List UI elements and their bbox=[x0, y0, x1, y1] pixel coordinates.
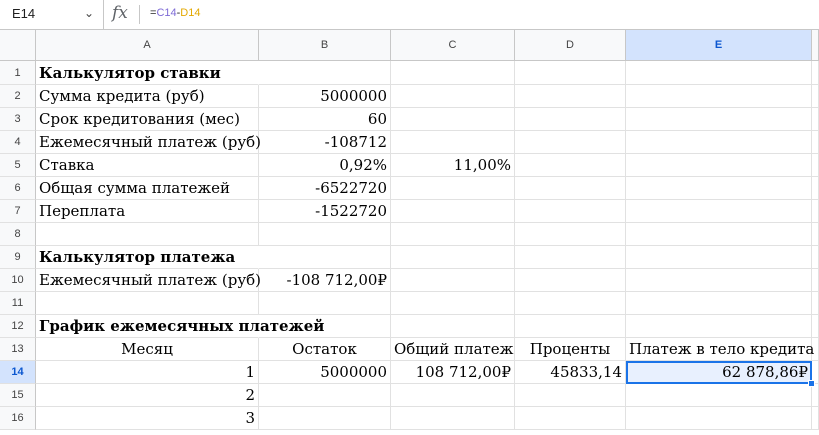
cell-e2[interactable] bbox=[626, 85, 812, 108]
row-header-11[interactable]: 11 bbox=[0, 292, 36, 315]
cell-f8[interactable] bbox=[812, 223, 819, 246]
column-header-f[interactable] bbox=[812, 30, 819, 61]
cell-d8[interactable] bbox=[515, 223, 626, 246]
column-header-e[interactable]: E bbox=[626, 30, 812, 61]
row-header-1[interactable]: 1 bbox=[0, 61, 36, 85]
cell-c9[interactable] bbox=[391, 246, 515, 269]
cell-d16[interactable] bbox=[515, 407, 626, 430]
cell-a11[interactable] bbox=[36, 292, 259, 315]
cell-f12[interactable] bbox=[812, 315, 819, 338]
cell-d13[interactable]: Проценты bbox=[515, 338, 626, 361]
cell-a3[interactable]: Срок кредитования (мес) bbox=[36, 108, 259, 131]
row-header-8[interactable]: 8 bbox=[0, 223, 36, 246]
cell-f3[interactable] bbox=[812, 108, 819, 131]
cell-a16[interactable]: 3 bbox=[36, 407, 259, 430]
select-all-corner[interactable] bbox=[0, 30, 36, 61]
cell-c16[interactable] bbox=[391, 407, 515, 430]
cell-a15[interactable]: 2 bbox=[36, 384, 259, 407]
cell-f4[interactable] bbox=[812, 131, 819, 154]
cell-a5[interactable]: Ставка bbox=[36, 154, 259, 177]
cell-f5[interactable] bbox=[812, 154, 819, 177]
formula-op: - bbox=[176, 7, 181, 19]
row-header-3[interactable]: 3 bbox=[0, 108, 36, 131]
cell-a13[interactable]: Месяц bbox=[36, 338, 259, 361]
cell-d4[interactable] bbox=[515, 131, 626, 154]
row-header-6[interactable]: 6 bbox=[0, 177, 36, 200]
cell-d2[interactable] bbox=[515, 85, 626, 108]
cell-a8[interactable] bbox=[36, 223, 259, 246]
row-header-5[interactable]: 5 bbox=[0, 154, 36, 177]
cell-e15[interactable] bbox=[626, 384, 812, 407]
cell-c10[interactable] bbox=[391, 269, 515, 292]
cell-d12[interactable] bbox=[515, 315, 626, 338]
cell-e1[interactable] bbox=[626, 61, 812, 85]
row-header-2[interactable]: 2 bbox=[0, 85, 36, 108]
cell-d10[interactable] bbox=[515, 269, 626, 292]
row-header-12[interactable]: 12 bbox=[0, 315, 36, 338]
cell-e9[interactable] bbox=[626, 246, 812, 269]
cell-c3[interactable] bbox=[391, 108, 515, 131]
chevron-down-icon[interactable]: ⌄ bbox=[84, 6, 95, 20]
cell-a2[interactable]: Сумма кредита (руб) bbox=[36, 85, 259, 108]
column-header-d[interactable]: D bbox=[515, 30, 626, 61]
cell-f15[interactable] bbox=[812, 384, 819, 407]
cell-e4[interactable] bbox=[626, 131, 812, 154]
column-header-b[interactable]: B bbox=[259, 30, 391, 61]
row-header-10[interactable]: 10 bbox=[0, 269, 36, 292]
cell-e13[interactable]: Платеж в тело кредита bbox=[626, 338, 812, 361]
cell-c2[interactable] bbox=[391, 85, 515, 108]
cell-c6[interactable] bbox=[391, 177, 515, 200]
cell-a6[interactable]: Общая сумма платежей bbox=[36, 177, 259, 200]
cell-a9[interactable]: Калькулятор платежа bbox=[36, 246, 259, 269]
cell-b7[interactable]: -1522720 bbox=[259, 200, 391, 223]
cell-e14[interactable]: 62 878,86₽ bbox=[626, 361, 812, 384]
cell-b10[interactable]: -108 712,00₽ bbox=[259, 269, 391, 292]
cell-f10[interactable] bbox=[812, 269, 819, 292]
cell-d14[interactable]: 45833,14 bbox=[515, 361, 626, 384]
cell-e5[interactable] bbox=[626, 154, 812, 177]
cell-c14[interactable]: 108 712,00₽ bbox=[391, 361, 515, 384]
formula-ref-1: C14 bbox=[156, 7, 177, 19]
formula-eq: = bbox=[150, 7, 157, 19]
cell-b12[interactable] bbox=[259, 315, 391, 338]
cell-d5[interactable] bbox=[515, 154, 626, 177]
row-header-16[interactable]: 16 bbox=[0, 407, 36, 430]
cell-f2[interactable] bbox=[812, 85, 819, 108]
name-box[interactable] bbox=[0, 0, 104, 29]
cell-d3[interactable] bbox=[515, 108, 626, 131]
cell-a10[interactable]: Ежемесячный платеж (руб) bbox=[36, 269, 259, 292]
cell-a14[interactable]: 1 bbox=[36, 361, 259, 384]
row-header-13[interactable]: 13 bbox=[0, 338, 36, 361]
cell-b15[interactable] bbox=[259, 384, 391, 407]
cell-f11[interactable] bbox=[812, 292, 819, 315]
cell-f16[interactable] bbox=[812, 407, 819, 430]
cell-a7[interactable]: Переплата bbox=[36, 200, 259, 223]
cell-f13[interactable] bbox=[812, 338, 819, 361]
cell-c13[interactable]: Общий платеж bbox=[391, 338, 515, 361]
cell-c15[interactable] bbox=[391, 384, 515, 407]
row-header-15[interactable]: 15 bbox=[0, 384, 36, 407]
cell-f7[interactable] bbox=[812, 200, 819, 223]
cell-f6[interactable] bbox=[812, 177, 819, 200]
cell-e10[interactable] bbox=[626, 269, 812, 292]
formula-bar bbox=[0, 0, 819, 30]
cell-b4[interactable]: -108712 bbox=[259, 131, 391, 154]
cell-b6[interactable]: -6522720 bbox=[259, 177, 391, 200]
cell-c12[interactable] bbox=[391, 315, 515, 338]
cell-e12[interactable] bbox=[626, 315, 812, 338]
cell-b14[interactable]: 5000000 bbox=[259, 361, 391, 384]
cell-e8[interactable] bbox=[626, 223, 812, 246]
cell-b1[interactable] bbox=[259, 61, 391, 85]
fx-icon: fx bbox=[112, 3, 128, 23]
row-header-4[interactable]: 4 bbox=[0, 131, 36, 154]
cell-a4[interactable]: Ежемесячный платеж (руб) bbox=[36, 131, 259, 154]
cell-c8[interactable] bbox=[391, 223, 515, 246]
cell-f1[interactable] bbox=[812, 61, 819, 85]
cell-b16[interactable] bbox=[259, 407, 391, 430]
cell-b8[interactable] bbox=[259, 223, 391, 246]
cell-e16[interactable] bbox=[626, 407, 812, 430]
cell-b5[interactable]: 0,92% bbox=[259, 154, 391, 177]
cell-e6[interactable] bbox=[626, 177, 812, 200]
cell-d1[interactable] bbox=[515, 61, 626, 85]
cell-d6[interactable] bbox=[515, 177, 626, 200]
fill-handle[interactable] bbox=[808, 380, 815, 387]
formula-input[interactable] bbox=[150, 7, 200, 19]
cell-c11[interactable] bbox=[391, 292, 515, 315]
cell-e11[interactable] bbox=[626, 292, 812, 315]
cell-a12[interactable]: График ежемесячных платежей bbox=[36, 315, 259, 338]
cell-c4[interactable] bbox=[391, 131, 515, 154]
cell-e3[interactable] bbox=[626, 108, 812, 131]
row-header-7[interactable]: 7 bbox=[0, 200, 36, 223]
row-header-14[interactable]: 14 bbox=[0, 361, 36, 384]
cell-b2[interactable]: 5000000 bbox=[259, 85, 391, 108]
cell-c5[interactable]: 11,00% bbox=[391, 154, 515, 177]
cell-e7[interactable] bbox=[626, 200, 812, 223]
cell-c1[interactable] bbox=[391, 61, 515, 85]
cell-d15[interactable] bbox=[515, 384, 626, 407]
cell-b11[interactable] bbox=[259, 292, 391, 315]
column-header-c[interactable]: C bbox=[391, 30, 515, 61]
cell-c7[interactable] bbox=[391, 200, 515, 223]
formula-ref-2: D14 bbox=[180, 7, 201, 19]
cell-d11[interactable] bbox=[515, 292, 626, 315]
cell-d9[interactable] bbox=[515, 246, 626, 269]
cell-f9[interactable] bbox=[812, 246, 819, 269]
name-box-value: E14 bbox=[12, 6, 36, 21]
row-header-9[interactable]: 9 bbox=[0, 246, 36, 269]
column-header-a[interactable]: A bbox=[36, 30, 259, 61]
cell-b3[interactable]: 60 bbox=[259, 108, 391, 131]
formula-divider bbox=[139, 5, 140, 24]
cell-a1[interactable]: Калькулятор ставки bbox=[36, 61, 259, 85]
cell-b9[interactable] bbox=[259, 246, 391, 269]
cell-d7[interactable] bbox=[515, 200, 626, 223]
cell-b13[interactable]: Остаток bbox=[259, 338, 391, 361]
